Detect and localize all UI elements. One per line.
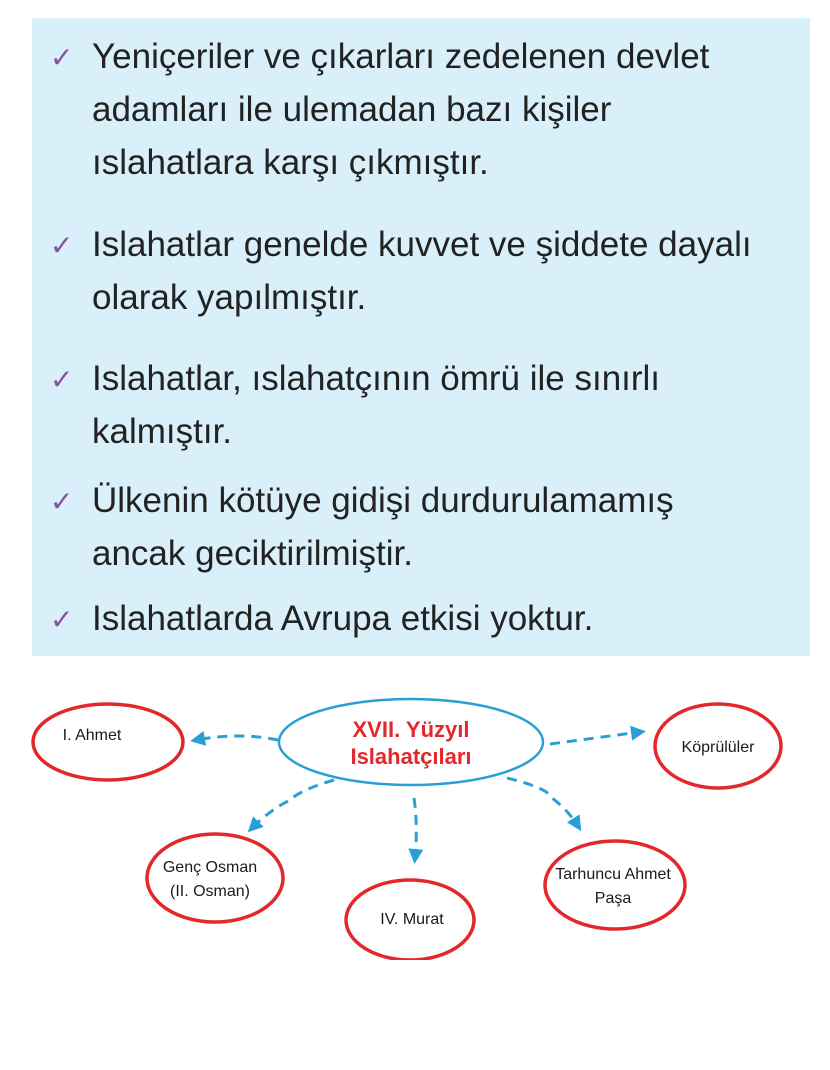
- arrow-to-ahmet: [196, 736, 278, 740]
- bullet-text: Ülkenin kötüye gidişi durdurulamamış ancak geciktirilmiştir.: [92, 481, 674, 573]
- bullet-text: Islahatlarda Avrupa etkisi yoktur.: [92, 599, 594, 638]
- node-outline: [545, 841, 685, 929]
- check-icon: ✓: [50, 363, 74, 396]
- node-murat: [346, 880, 474, 960]
- node-genc-osman: [147, 834, 283, 922]
- arrow-to-koprululer: [550, 732, 640, 744]
- node-label: I. Ahmet: [62, 727, 122, 744]
- info-box: [32, 18, 810, 656]
- center-title-line1: XVII. Yüzyıl: [352, 717, 470, 742]
- check-icon: ✓: [50, 229, 74, 262]
- node-label-line2: Paşa: [594, 890, 632, 907]
- bullet-text: Islahatlar genelde kuvvet ve şiddete dayalı olarak yapılmıştır.: [92, 225, 752, 317]
- node-label-line2: (II. Osman): [169, 883, 251, 900]
- bullet-text: Islahatlar, ıslahatçının ömrü ile sınırlı kalmıştır.: [92, 359, 661, 451]
- center-node: [279, 699, 543, 785]
- node-label-line1: Genç Osman: [162, 859, 258, 876]
- node-outline: [147, 834, 283, 922]
- node-label-line1: Tarhuncu Ahmet: [555, 866, 671, 883]
- reformers-diagram: [0, 660, 830, 960]
- node-ahmet: [33, 704, 183, 780]
- node-tarhuncu: [545, 841, 685, 929]
- check-icon: ✓: [50, 603, 74, 636]
- arrow-to-tarhuncu: [507, 778, 578, 826]
- node-label: IV. Murat: [380, 911, 444, 928]
- check-icon: ✓: [50, 485, 74, 518]
- arrow-to-murat: [414, 798, 416, 858]
- check-icon: ✓: [50, 41, 74, 74]
- node-label: Köprülüler: [681, 739, 755, 756]
- center-node-outline: [279, 699, 543, 785]
- bullet-text: Yeniçeriler ve çıkarları zedelenen devlet adamları ile ulemadan bazı kişiler ıslahatlara karşı çıkmıştır.: [92, 37, 710, 182]
- center-title-line2: Islahatçıları: [350, 744, 472, 769]
- arrow-to-genc-osman: [252, 780, 334, 828]
- node-koprululer: [655, 704, 781, 788]
